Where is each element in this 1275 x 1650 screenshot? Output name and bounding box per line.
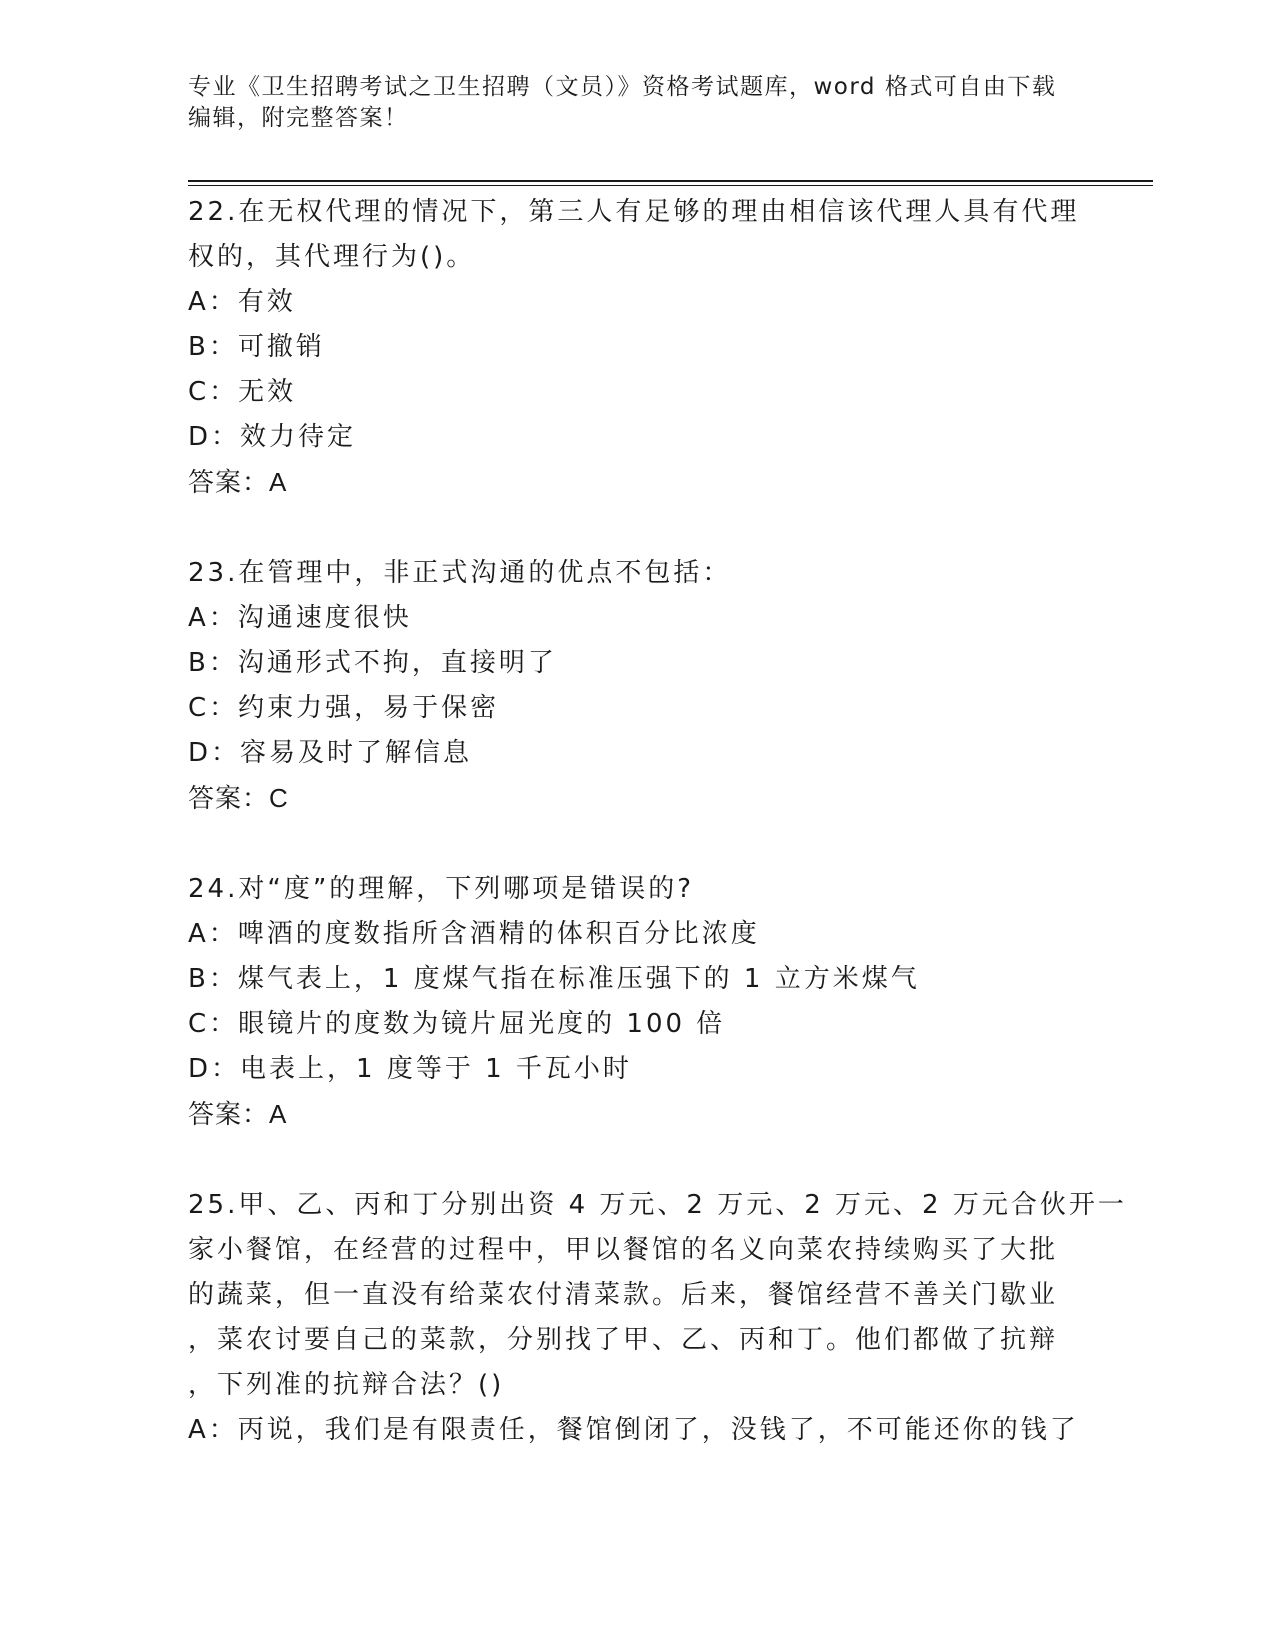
question-stem: 权的，其代理行为()。 [188,242,476,272]
answer: 答案：A [188,467,288,497]
question-24 [188,867,1088,1137]
question-22 [188,190,1088,505]
answer: 答案：C [188,783,289,813]
question-stem: ，下列准的抗辩合法？() [188,1370,505,1400]
option-a: A：沟通速度很快 [188,603,412,633]
question-stem: 22.在无权代理的情况下，第三人有足够的理由相信该代理人具有代理 [188,197,1080,227]
option-a: A：啤酒的度数指所含酒精的体积百分比浓度 [188,919,760,949]
question-stem: ，菜农讨要自己的菜款，分别找了甲、乙、丙和丁。他们都做了抗辩 [188,1325,1059,1355]
option-a: A：有效 [188,287,296,317]
question-stem: 23.在管理中，非正式沟通的优点不包括： [188,558,732,588]
option-b: B：可撤销 [188,332,325,362]
option-c: C：眼镜片的度数为镜片屈光度的 100 倍 [188,1009,726,1039]
header-line-2: 编辑，附完整答案！ [188,105,409,131]
option-b: B：煤气表上，1 度煤气指在标准压强下的 1 立方米煤气 [188,964,920,994]
option-d: D：容易及时了解信息 [188,738,473,768]
question-25 [188,1183,1127,1453]
option-b: B：沟通形式不拘，直接明了 [188,648,557,678]
header-rule-thin [188,185,1153,186]
answer: 答案：A [188,1099,288,1129]
question-stem: 的蔬菜，但一直没有给菜农付清菜款。后来，餐馆经营不善关门歇业 [188,1280,1059,1310]
question-23 [188,551,1088,821]
document-header [188,72,1088,134]
option-d: D：效力待定 [188,422,357,452]
question-stem: 25.甲、乙、丙和丁分别出资 4 万元、2 万元、2 万元、2 万元合伙开一 [188,1190,1127,1220]
option-a: A：丙说，我们是有限责任，餐馆倒闭了，没钱了，不可能还你的钱了 [188,1415,1079,1445]
question-stem: 家小餐馆，在经营的过程中，甲以餐馆的名义向菜农持续购买了大批 [188,1235,1059,1265]
question-list [188,190,1127,1499]
header-rule-thick [188,180,1153,182]
header-line-1: 专业《卫生招聘考试之卫生招聘（文员）》资格考试题库，word 格式可自由下载 [188,74,1057,100]
option-c: C：无效 [188,377,297,407]
question-stem: 24.对“度”的理解，下列哪项是错误的? [188,874,695,904]
option-d: D：电表上，1 度等于 1 千瓦小时 [188,1054,632,1084]
option-c: C：约束力强，易于保密 [188,693,500,723]
